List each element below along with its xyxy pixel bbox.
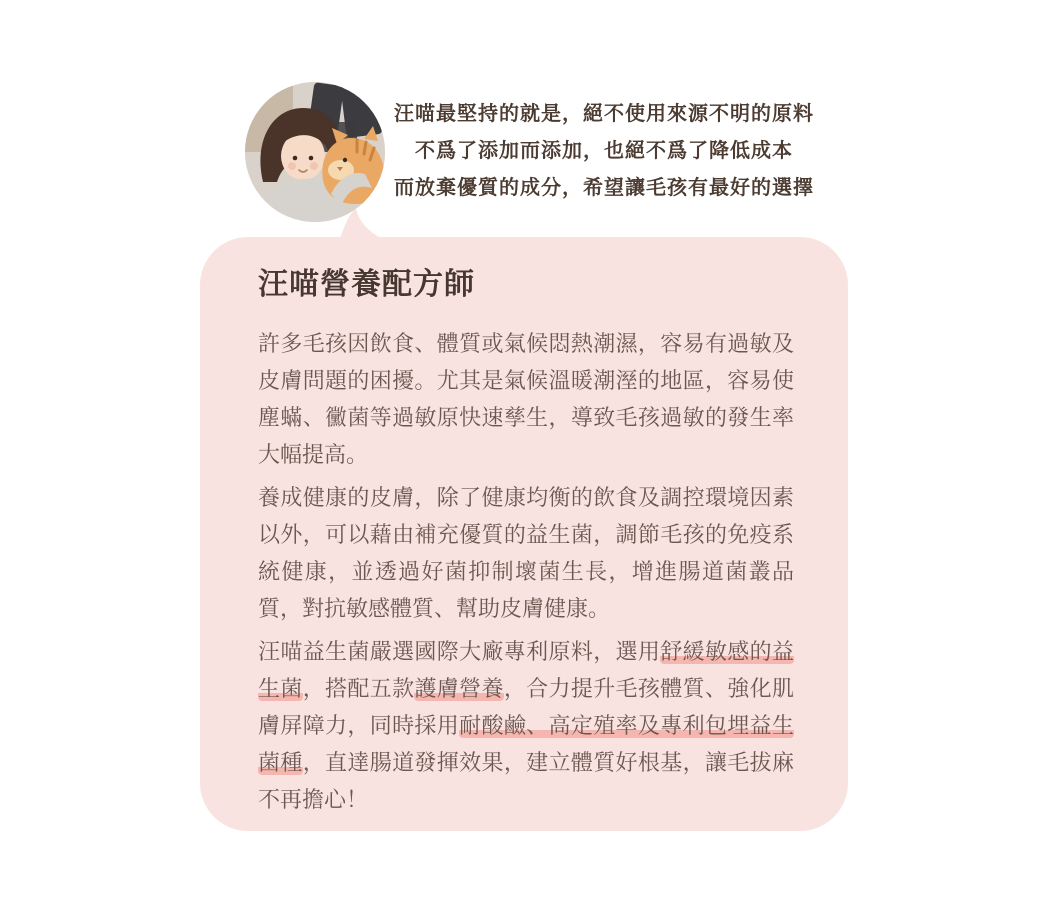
- brand-quote: [384, 96, 824, 207]
- quote-line: 不爲了添加而添加，也絕不爲了降低成本: [415, 140, 793, 162]
- speech-bubble-tail: [336, 208, 384, 239]
- paragraph-text: ，搭配五款: [302, 676, 415, 701]
- highlighted-text: 耐酸鹼、高定殖率及專利包埋益生菌種: [258, 713, 794, 775]
- quote-line: 而放棄優質的成分，希望讓毛孩有最好的選擇: [394, 177, 814, 199]
- highlighted-text: 護膚營養: [414, 676, 504, 701]
- avatar-illustration-icon: [245, 82, 385, 222]
- card-paragraph: [258, 325, 794, 473]
- avatar-photo: [245, 82, 385, 222]
- quote-line: 汪喵最堅持的就是，絕不使用來源不明的原料: [394, 103, 814, 125]
- paragraph-text: 養成健康的皮膚，除了健康均衡的飲食及調控環境因素以外，可以藉由補充優質的益生菌，調節毛孩的免疫系統健康，並透過好菌抑制壞菌生長，增進腸道菌叢品質，對抗敏感體質、幫助皮膚健康。: [258, 485, 794, 621]
- nutritionist-card: [200, 237, 848, 831]
- paragraph-text: ，合力提升毛孩體質、強化肌膚屏障力，同時採用: [258, 676, 794, 738]
- card-title: 汪喵營養配方師: [258, 268, 475, 301]
- highlighted-text: 舒緩敏感的益生菌: [258, 639, 794, 701]
- paragraph-text: 許多毛孩因飲食、體質或氣候悶熱潮濕，容易有過敏及皮膚問題的困擾。尤其是氣候溫暖潮溼的地區，容易使塵蟎、黴菌等過敏原快速孳生，導致毛孩過敏的發生率大幅提高。: [258, 331, 794, 467]
- paragraph-text: ，直達腸道發揮效果，建立體質好根基，讓毛拔麻不再擔心！: [258, 750, 794, 812]
- card-paragraph: [258, 633, 794, 818]
- card-paragraphs: [258, 325, 794, 818]
- paragraph-text: 汪喵益生菌嚴選國際大廠專利原料，選用: [258, 639, 661, 664]
- card-paragraph: [258, 479, 794, 627]
